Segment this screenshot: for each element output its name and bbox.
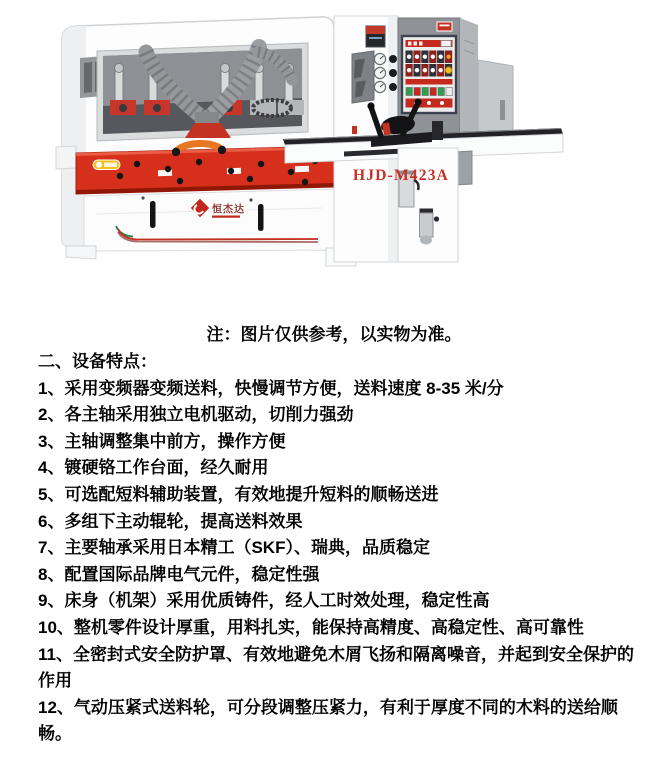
estop-button-icon <box>445 67 451 73</box>
pressure-gauges <box>374 53 397 92</box>
feature-item-5: 5、可选配短料辅助装置，有效地提升短料的顺畅送进 <box>38 484 439 504</box>
feature-item-2: 2、各主轴采用独立电机驱动，切削力强劲 <box>38 405 354 425</box>
feature-item-11: 11、全密封式安全防护罩、有效地避免木屑飞扬和隔离噪音，并起到安全保护的作用 <box>38 644 634 691</box>
brand-tagline-mark <box>212 216 240 218</box>
photo-disclaimer: 注：图片仅供参考，以实物为准。 <box>206 325 462 344</box>
feature-item-12: 12、气动压紧式送料轮，可分段调整压紧力，有利于厚度不同的木料的送给顺畅。 <box>38 697 618 744</box>
feature-item-8: 8、配置国际品牌电气元件，稳定性强 <box>38 564 320 584</box>
inverter-display <box>366 26 385 47</box>
feature-item-1: 1、采用变频器变频送料，快慢调节方便，送料速度 8-35 米/分 <box>38 378 504 398</box>
features-heading: 二、设备特点： <box>38 352 157 371</box>
feature-item-10: 10、整机零件设计厚重，用料扎实，能保持高精度、高稳定性、高可靠性 <box>38 617 584 637</box>
outfeed-column <box>398 148 458 262</box>
feature-item-6: 6、多组下主动辊轮，提高送料效果 <box>38 511 303 531</box>
product-photo <box>0 0 668 312</box>
band-brand-badge <box>93 160 120 170</box>
feature-item-3: 3、主轴调整集中前方，操作方便 <box>38 431 286 451</box>
access-panel <box>84 189 334 251</box>
panel-handle <box>150 201 156 228</box>
machine-illustration <box>0 0 668 312</box>
model-label: HJD-M423A <box>353 167 450 184</box>
control-panel <box>402 36 456 113</box>
warning-label-icon <box>437 22 452 31</box>
panel-handle <box>258 204 264 231</box>
brand-name-text: 恒杰达 <box>212 204 245 216</box>
feature-item-7: 7、主要轴承采用日本精工（SKF）、瑞典，品质稳定 <box>38 538 430 558</box>
infeed-ledge <box>56 146 76 169</box>
feature-item-9: 9、床身（机架）采用优质铸件，经人工时效处理，稳定性高 <box>38 591 490 611</box>
feature-item-4: 4、镀硬铬工作台面，经久耐用 <box>38 458 269 478</box>
features-section <box>38 349 634 748</box>
inspection-window <box>97 43 308 141</box>
